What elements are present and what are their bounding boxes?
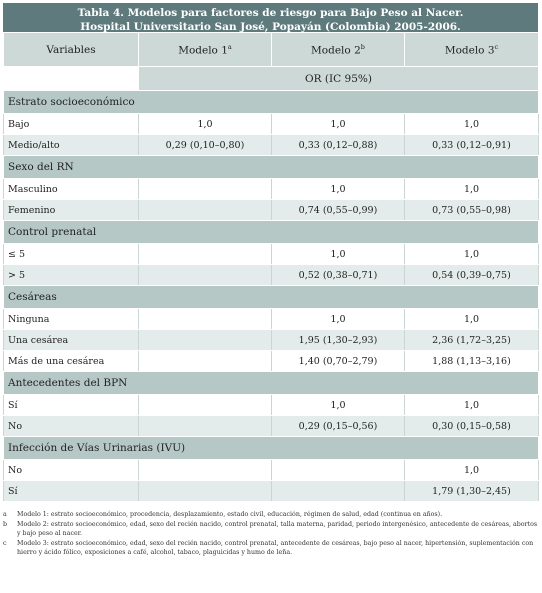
cell-m3: 1,0 <box>405 460 539 481</box>
row-label: Femenino <box>4 200 139 221</box>
footnote-text: Modelo 1: estrato socioeconómico, procedencia, desplazamiento, estado civil, educación, régimen de salud, edad (continua en años). <box>17 511 443 518</box>
table-row <box>4 416 539 437</box>
row-label: No <box>4 460 139 481</box>
cell-m2: 1,0 <box>272 179 405 200</box>
row-label: Una cesárea <box>4 330 139 351</box>
cell-m3: 2,36 (1,72–3,25) <box>405 330 539 351</box>
cell-m1: 0,29 (0,10–0,80) <box>139 135 272 156</box>
section-row <box>4 437 539 460</box>
cell-m3: 1,88 (1,13–3,16) <box>405 351 539 372</box>
cell-m2: 0,52 (0,38–0,71) <box>272 265 405 286</box>
footnote <box>3 510 538 520</box>
row-label: Sí <box>4 395 139 416</box>
row-label: > 5 <box>4 265 139 286</box>
row-label: No <box>4 416 139 437</box>
cell-m3: 1,0 <box>405 309 539 330</box>
section-row <box>4 91 539 114</box>
table-row <box>4 200 539 221</box>
cell-m1 <box>139 481 272 502</box>
table-row <box>4 309 539 330</box>
or-row <box>4 67 539 91</box>
table-title-line-1: Tabla 4. Modelos para factores de riesgo para Bajo Peso al Nacer. <box>77 7 464 19</box>
table-title <box>3 3 538 32</box>
section-label: Infección de Vías Urinarias (IVU) <box>4 437 539 460</box>
row-label: Medio/alto <box>4 135 139 156</box>
header-model-3-label: Modelo 3 <box>444 44 495 57</box>
or-row-spacer <box>4 67 139 91</box>
header-model-1-sup: a <box>227 42 232 51</box>
cell-m3: 1,0 <box>405 179 539 200</box>
cell-m3: 0,33 (0,12–0,91) <box>405 135 539 156</box>
row-label: ≤ 5 <box>4 244 139 265</box>
cell-m3: 0,73 (0,55–0,98) <box>405 200 539 221</box>
table-title-line-2: Hospital Universitario San José, Popayán (Colombia) 2005-2006. <box>80 21 461 33</box>
table-container <box>3 3 538 558</box>
table-row <box>4 265 539 286</box>
footnote-mark: a <box>3 511 7 518</box>
cell-m1 <box>139 416 272 437</box>
cell-m3: 1,0 <box>405 114 539 135</box>
header-model-1 <box>139 33 272 67</box>
cell-m1 <box>139 265 272 286</box>
row-label: Sí <box>4 481 139 502</box>
cell-m2: 1,0 <box>272 244 405 265</box>
footnote-mark: b <box>3 520 8 528</box>
section-row <box>4 221 539 244</box>
row-label: Masculino <box>4 179 139 200</box>
section-label: Sexo del RN <box>4 156 539 179</box>
footnotes <box>3 510 538 558</box>
header-row <box>4 33 539 67</box>
table-row <box>4 330 539 351</box>
cell-m3: 1,79 (1,30–2,45) <box>405 481 539 502</box>
table-body <box>4 91 539 502</box>
footnote <box>3 520 538 539</box>
row-label: Bajo <box>4 114 139 135</box>
cell-m2: 1,95 (1,30–2,93) <box>272 330 405 351</box>
section-label: Control prenatal <box>4 221 539 244</box>
or-label: OR (IC 95%) <box>139 67 539 91</box>
header-model-2 <box>272 33 405 67</box>
cell-m3: 0,54 (0,39–0,75) <box>405 265 539 286</box>
risk-models-table <box>3 32 539 502</box>
cell-m3: 1,0 <box>405 395 539 416</box>
row-label: Ninguna <box>4 309 139 330</box>
section-row <box>4 156 539 179</box>
table-row <box>4 351 539 372</box>
section-row <box>4 372 539 395</box>
cell-m2: 1,0 <box>272 309 405 330</box>
section-label: Cesáreas <box>4 286 539 309</box>
cell-m1 <box>139 460 272 481</box>
row-label: Más de una cesárea <box>4 351 139 372</box>
cell-m1: 1,0 <box>139 114 272 135</box>
cell-m3: 0,30 (0,15–0,58) <box>405 416 539 437</box>
cell-m1 <box>139 330 272 351</box>
header-model-3 <box>405 33 539 67</box>
header-model-1-label: Modelo 1 <box>178 44 228 57</box>
cell-m1 <box>139 395 272 416</box>
cell-m1 <box>139 351 272 372</box>
table-row <box>4 481 539 502</box>
footnote <box>3 539 538 558</box>
cell-m2: 1,0 <box>272 114 405 135</box>
footnote-text: Modelo 2: estrato socioeconómico, edad, sexo del recién nacido, control prenatal, talla materna, paridad, periodo intergenésico, antecedente de cesáreas, abortos y bajo peso al nacer. <box>17 520 538 537</box>
footnote-mark: c <box>3 539 7 547</box>
cell-m1 <box>139 179 272 200</box>
cell-m2: 0,29 (0,15–0,56) <box>272 416 405 437</box>
table-row <box>4 135 539 156</box>
table-row <box>4 179 539 200</box>
cell-m3: 1,0 <box>405 244 539 265</box>
table-row <box>4 395 539 416</box>
table-row <box>4 114 539 135</box>
cell-m1 <box>139 309 272 330</box>
section-row <box>4 286 539 309</box>
section-label: Antecedentes del BPN <box>4 372 539 395</box>
cell-m2 <box>272 481 405 502</box>
cell-m2: 1,40 (0,70–2,79) <box>272 351 405 372</box>
header-model-3-sup: c <box>494 42 499 51</box>
header-model-2-label: Modelo 2 <box>311 44 361 57</box>
cell-m2: 0,33 (0,12–0,88) <box>272 135 405 156</box>
table-row <box>4 460 539 481</box>
footnote-text: Modelo 3: estrato socioeconómico, edad, sexo del recién nacido, control prenatal, antecedente de cesáreas, bajo peso al nacer, hipertensión, suplementación con hierro y ácido fólico, exposiciones a café, alcohol, tabaco, plaguicidas y humo de leña. <box>17 539 534 556</box>
cell-m2: 1,0 <box>272 395 405 416</box>
cell-m1 <box>139 200 272 221</box>
section-label: Estrato socioeconómico <box>4 91 539 114</box>
cell-m2 <box>272 460 405 481</box>
cell-m2: 0,74 (0,55–0,99) <box>272 200 405 221</box>
table-row <box>4 244 539 265</box>
header-model-2-sup: b <box>360 42 365 51</box>
header-variables: Variables <box>4 33 139 67</box>
cell-m1 <box>139 244 272 265</box>
